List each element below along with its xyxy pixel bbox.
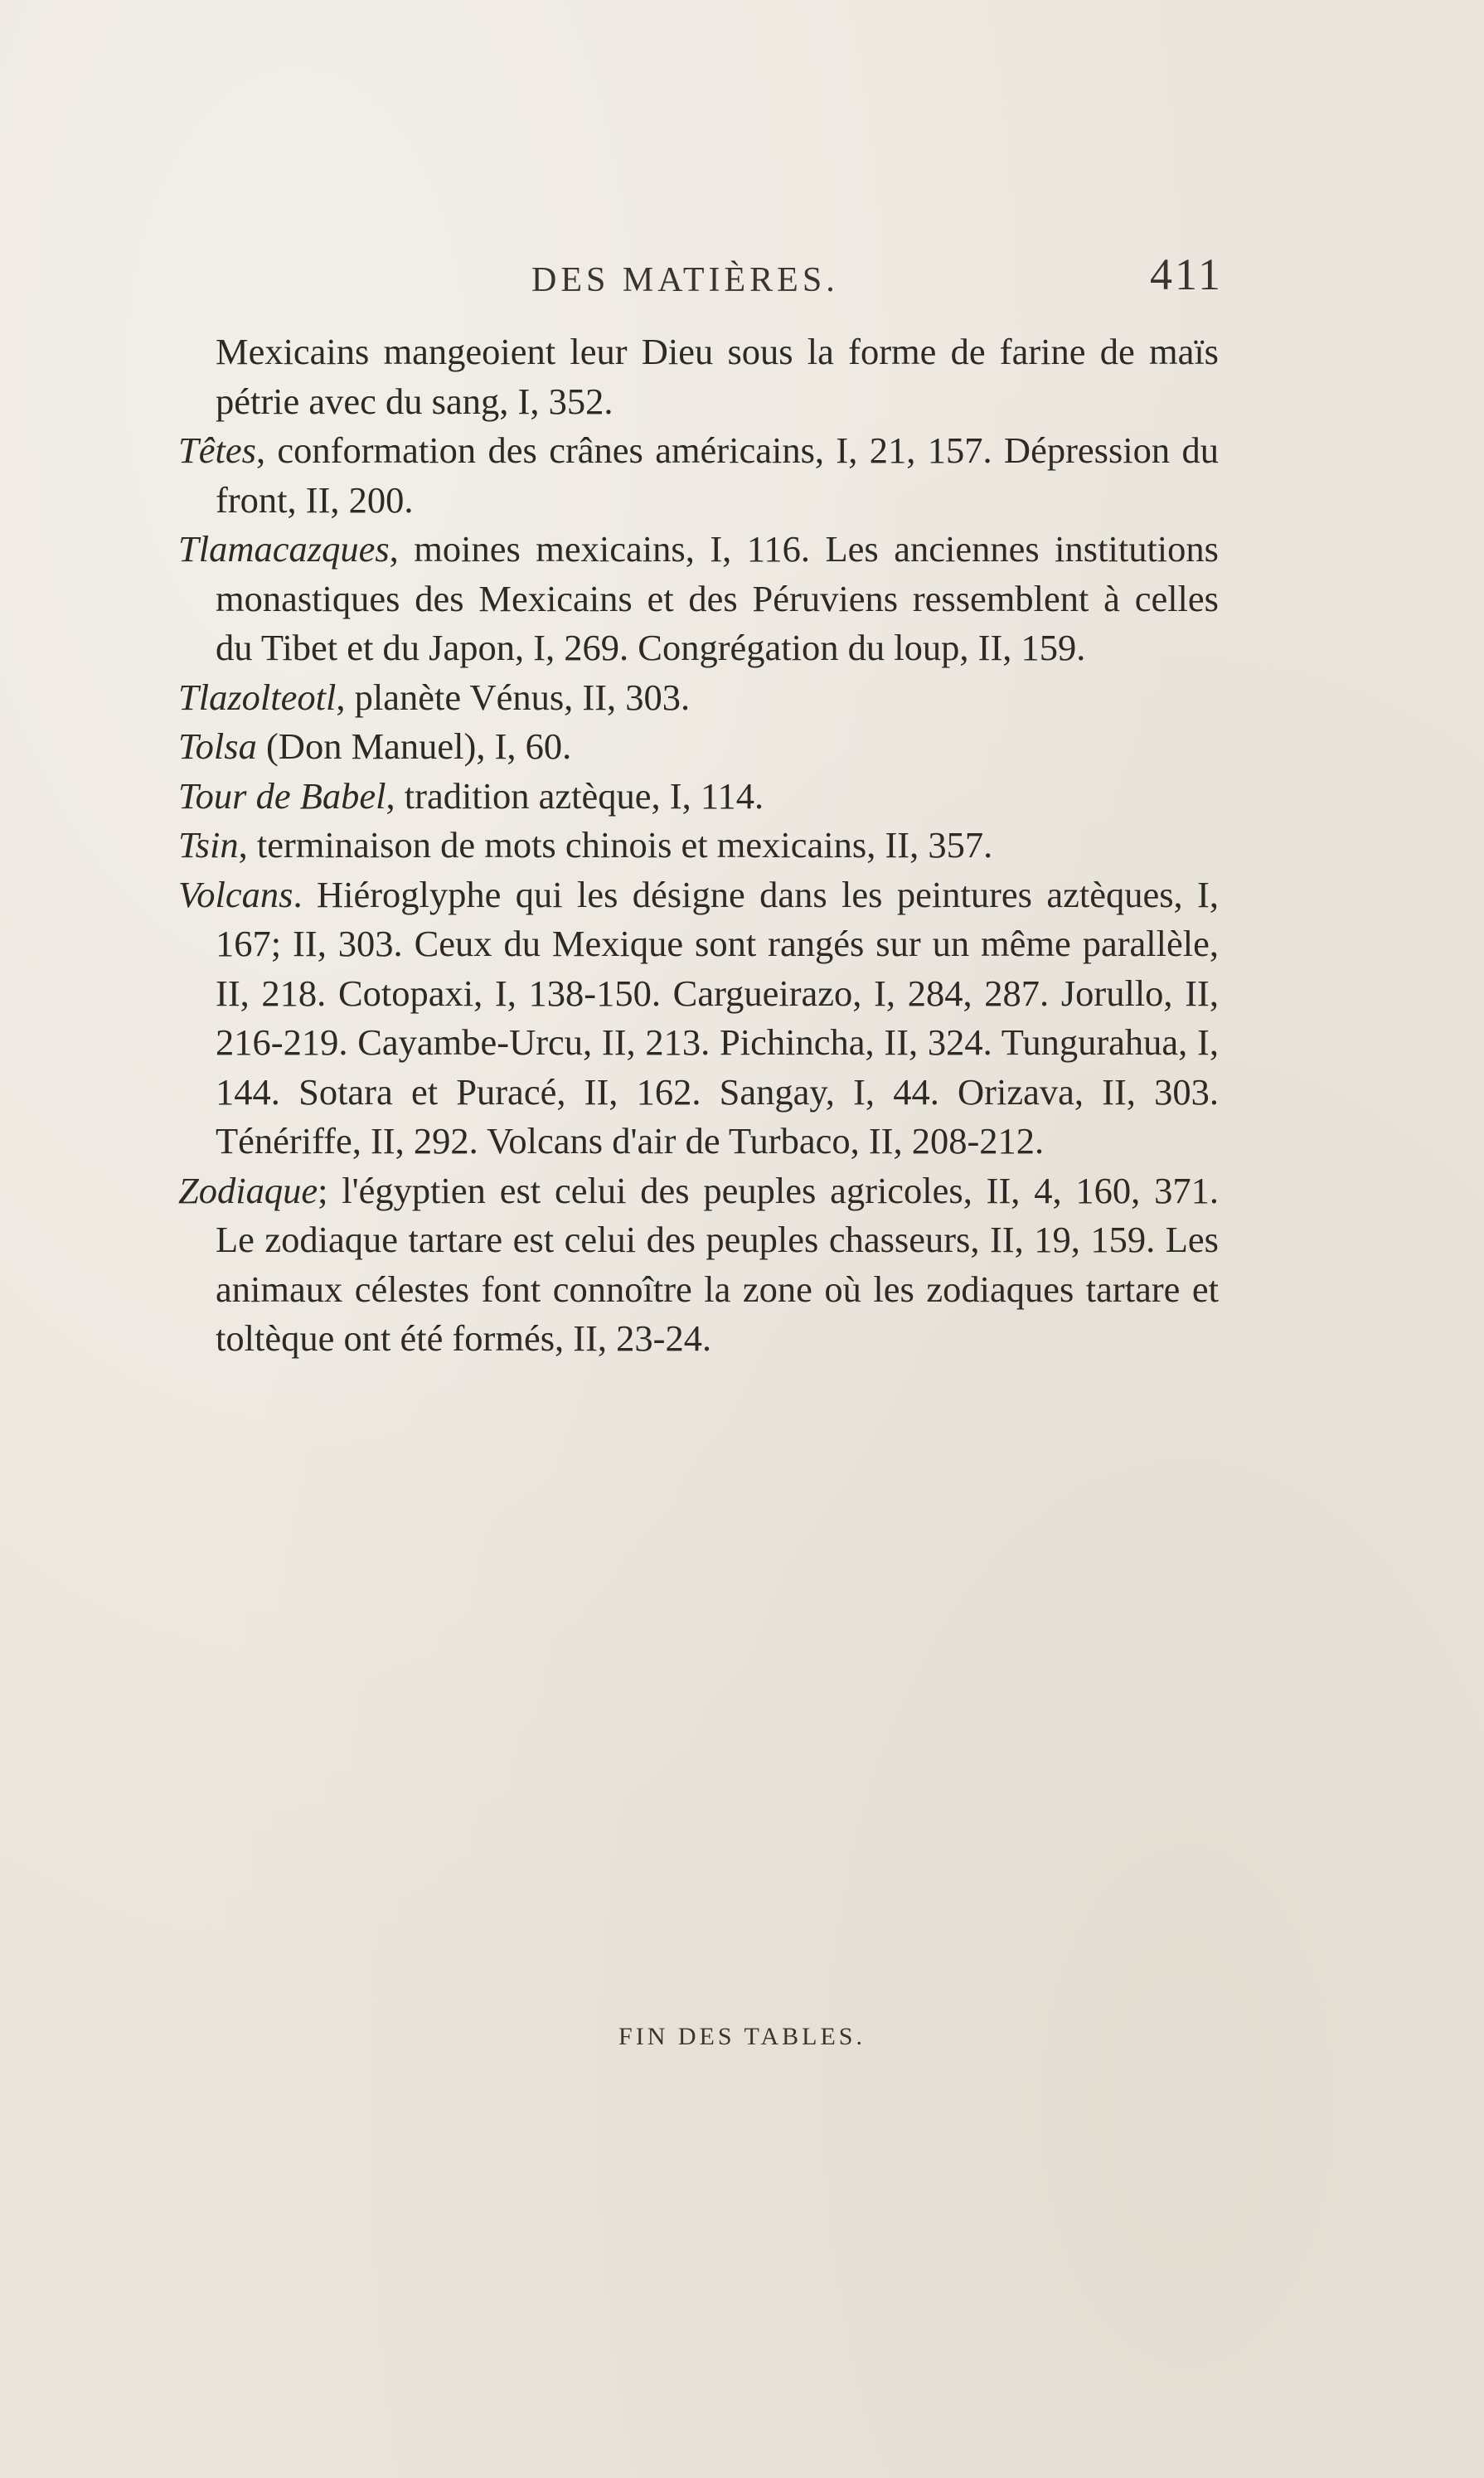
running-title: DES MATIÈRES. — [531, 261, 839, 299]
index-entry — [178, 1166, 1219, 1364]
entry-text: Mexicains mangeoient leur Dieu sous la forme de farine de maïs pétrie avec du sang, I, 352. — [216, 331, 1219, 422]
page-number: 411 — [1150, 250, 1223, 299]
entry-term: Tour de Babel — [178, 774, 386, 817]
index-entry — [178, 821, 1219, 870]
entry-text: , conformation des crânes américains, I, 21, 157. Dépression du front, II, 200. — [216, 429, 1219, 521]
index-entry — [178, 722, 1219, 772]
index-entry — [178, 673, 1219, 723]
entry-text: , planète Vénus, II, 303. — [336, 676, 691, 718]
entry-term: Tsin — [178, 824, 239, 866]
running-header — [502, 250, 1223, 307]
entry-text: . Hiéroglyphe qui les désigne dans les peintures aztèques, I, 167; II, 303. Ceux du Mexique sont rangés sur un même parallèle, II, 218. Cotopaxi, I, 138-150. Cargueirazo, I, 284, 287. Jorullo, II, 216-219. Cayambe-Urcu, II, 213. Pichincha, II, 324. Tungurahua, I, 144. Sotara et Puracé, II, 162. Sangay, I, 44. Orizava, II, 303. Ténériffe, II, 292. Volcans d'air de Turbaco, II, 208-212. — [216, 873, 1219, 1161]
entry-text: , tradition aztèque, I, 114. — [386, 774, 764, 817]
entry-term: Volcans — [178, 873, 293, 915]
index-entry — [178, 772, 1219, 822]
entry-text: (Don Manuel), I, 60. — [256, 725, 572, 767]
colophon: FIN DES TABLES. — [618, 2023, 866, 2050]
entry-term: Têtes — [178, 429, 256, 471]
entry-text: ; l'égyptien est celui des peuples agricoles, II, 4, 160, 371. Le zodiaque tartare est celui des peuples chasseurs, II, 19, 159. Les animaux célestes font connoître la zone où les zodiaques tartare et toltèque ont été formés, II, 23-24. — [216, 1169, 1219, 1359]
entry-term: Zodiaque — [178, 1169, 318, 1211]
entry-term: Tolsa — [178, 725, 257, 767]
index-entry — [178, 525, 1219, 673]
entry-term: Tlazolteotl — [178, 676, 337, 718]
entry-text: , moines mexicains, I, 116. Les anciennes institutions monastiques des Mexicains et des Péruviens ressemblent à celles du Tibet et du Japon, I, 269. Congrégation du loup, II, 159. — [216, 528, 1219, 668]
index-entry — [178, 327, 1219, 426]
index-entry — [178, 426, 1219, 525]
entry-term: Tlamacazques — [178, 528, 390, 570]
index-entry — [178, 870, 1219, 1166]
entry-text: , terminaison de mots chinois et mexicains, II, 357. — [238, 824, 993, 866]
index-entries — [178, 327, 1219, 1364]
